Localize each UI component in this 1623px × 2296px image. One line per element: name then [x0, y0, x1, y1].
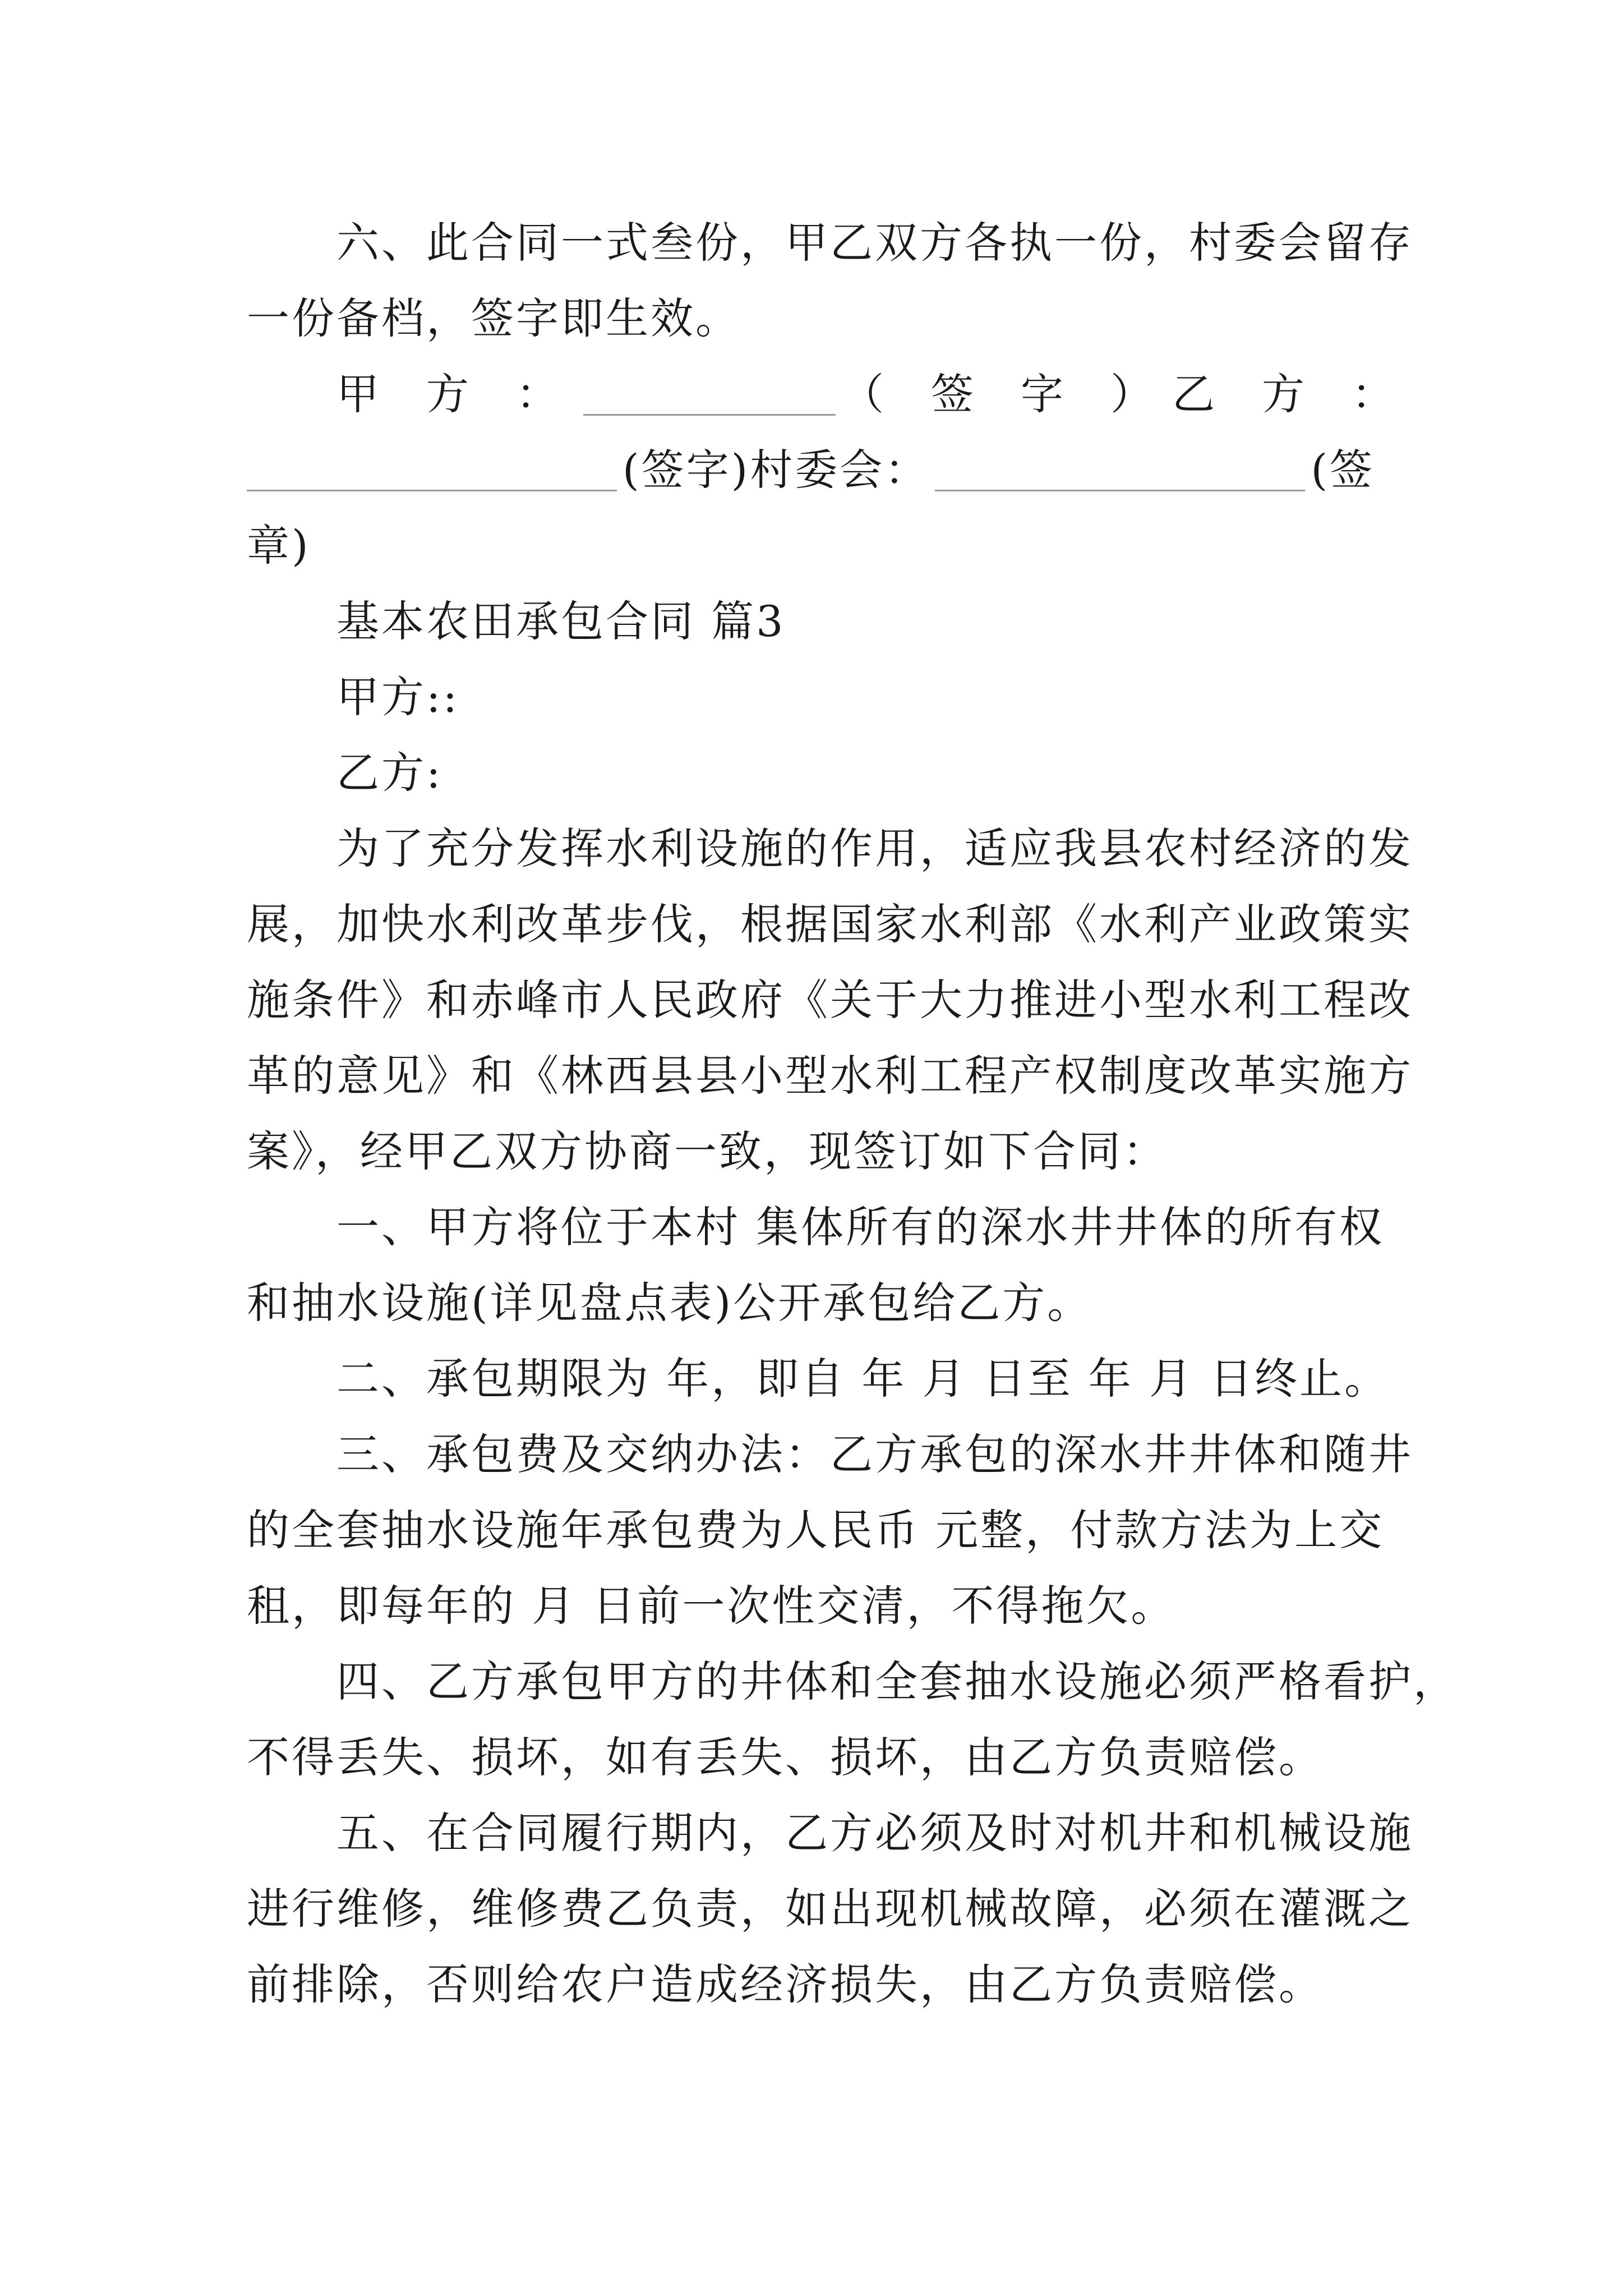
clause4-line1: 四、乙方承包甲方的井体和全套抽水设施必须严格看护，	[336, 1657, 1458, 1706]
party-b-line: 乙方:	[336, 748, 443, 798]
party-a-sign-hint: （ 签 字 ）	[841, 369, 1155, 419]
preamble-line-5: 案》，经甲乙双方协商一致，现签订如下合同：	[247, 1126, 1168, 1176]
party-a-sign-label: 甲 方 ：	[336, 369, 561, 419]
preamble-line-1: 为了充分发挥水利设施的作用，适应我县农村经济的发	[336, 823, 1413, 873]
committee-seal-hint: (签	[1311, 445, 1375, 495]
signature-row-3: 章)	[247, 521, 311, 570]
clause4-line2: 不得丢失、损坏，如有丢失、损坏，由乙方负责赔偿。	[247, 1732, 1324, 1782]
party-a-line: 甲方::	[336, 672, 460, 722]
clause3-line2: 的全套抽水设施年承包费为人民币 元整，付款方法为上交	[247, 1505, 1385, 1555]
clause3-line3: 租，即每年的 月 日前一次性交清，不得拖欠。	[247, 1581, 1176, 1631]
clause1-line1: 一、甲方将位于本村 集体所有的深水井井体的所有权	[336, 1202, 1385, 1252]
party-b-signature-blank	[247, 453, 617, 491]
party-b-sign-hint-and-committee-label: (签字)村委会：	[623, 445, 930, 495]
clause3-line1: 三、承包费及交纳办法：乙方承包的深水井井体和随井	[336, 1429, 1413, 1479]
preamble-line-4: 革的意见》和《林西县县小型水利工程产权制度改革实施方	[247, 1051, 1413, 1101]
clause6-line2: 一份备档，签字即生效。	[247, 293, 740, 343]
clause5-line1: 五、在合同履行期内，乙方必须及时对机井和机械设施	[336, 1808, 1413, 1858]
clause6-line1: 六、此合同一式叁份，甲乙双方各执一份，村委会留存	[336, 218, 1413, 268]
clause5-line2: 进行维修，维修费乙负责，如出现机械故障，必须在灌溉之	[247, 1884, 1413, 1934]
clause2-line: 二、承包期限为 年，即自 年 月 日至 年 月 日终止。	[336, 1354, 1390, 1404]
signature-row-2	[247, 445, 1396, 495]
preamble-line-2: 展，加快水利改革步伐，根据国家水利部《水利产业政策实	[247, 899, 1413, 949]
party-a-signature-blank	[583, 377, 836, 416]
signature-row-1	[336, 369, 1396, 419]
section-title: 基本农田承包合同 篇3	[336, 596, 786, 646]
party-b-sign-label: 乙 方 ：	[1172, 369, 1396, 419]
committee-seal-blank	[935, 453, 1305, 491]
clause1-line2: 和抽水设施(详见盘点表)公开承包给乙方。	[247, 1278, 1092, 1328]
clause5-line3: 前排除，否则给农户造成经济损失，由乙方负责赔偿。	[247, 1959, 1324, 2009]
preamble-line-3: 施条件》和赤峰市人民政府《关于大力推进小型水利工程改	[247, 975, 1413, 1025]
